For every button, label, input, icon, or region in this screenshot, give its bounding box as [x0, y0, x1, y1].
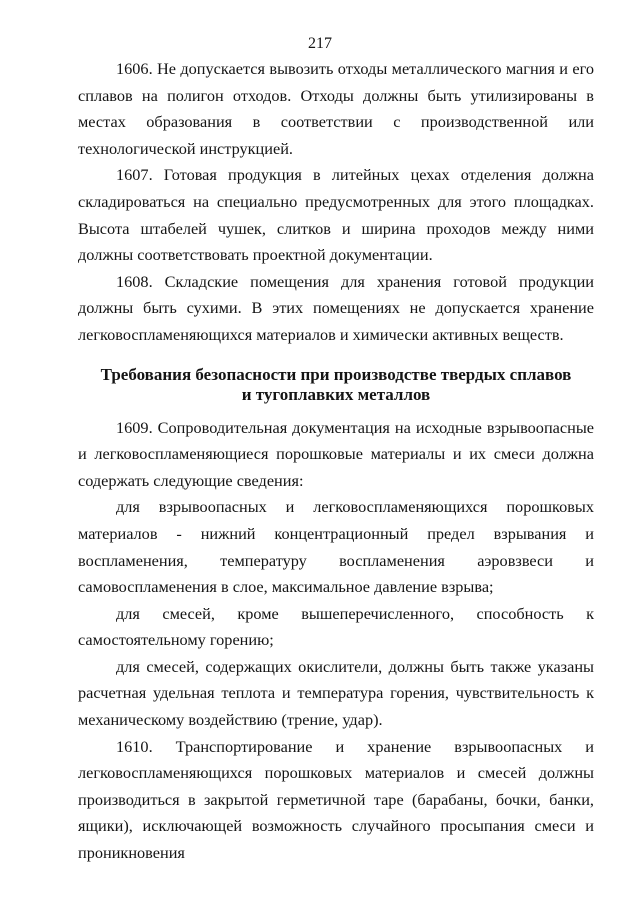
paragraph-explosive-materials: для взрывоопасных и легковоспламеняющихся порошковых материалов - нижний концентрационный предел взрывания и воспламенения, температуру воспламенения аэровзвеси и самовоспламенения в слое, максимальное давление взрыва; [78, 497, 594, 597]
page-content [78, 56, 594, 867]
section-heading-line-2: и тугоплавких металлов [241, 384, 431, 404]
section-heading [78, 365, 594, 405]
section-heading-line-1: Требования безопасности при производстве твердых сплавов [100, 364, 572, 384]
paragraph-1607: 1607. Готовая продукция в литейных цехах отделения должна складироваться на специально предусмотренных для этого площадках. Высота штабелей чушек, слитков и ширина проходов между ними должны соответствовать проектной документации. [78, 165, 594, 265]
paragraph-1610: 1610. Транспортирование и хранение взрывоопасных и легковоспламеняющихся порошковых материалов и смесей должны производиться в закрытой герметичной таре (барабаны, бочки, банки, ящики), исключающей возможность случайного просыпания смеси и проникновения [78, 736, 594, 863]
paragraph-1609: 1609. Сопроводительная документация на исходные взрывоопасные и легковоспламеняющиеся порошковые материалы и их смеси должна содержать следующие сведения: [78, 417, 594, 490]
paragraph-mixtures: для смесей, кроме вышеперечисленного, способность к самостоятельному горению; [78, 603, 594, 650]
paragraph-oxidizer-mixtures: для смесей, содержащих окислители, должны быть также указаны расчетная удельная теплота и температура горения, чувствительность к механическому воздействию (трение, удар). [78, 656, 594, 730]
page-number: 217 [308, 35, 332, 52]
paragraph-1606: 1606. Не допускается вывозить отходы металлического магния и его сплавов на полигон отходов. Отходы должны быть утилизированы в местах образования в соответствии с производственной или технологической инструкцией. [78, 59, 594, 158]
paragraph-1608: 1608. Складские помещения для хранения готовой продукции должны быть сухими. В этих помещениях не допускается хранение легковоспламеняющихся материалов и химически активных веществ. [78, 271, 594, 344]
